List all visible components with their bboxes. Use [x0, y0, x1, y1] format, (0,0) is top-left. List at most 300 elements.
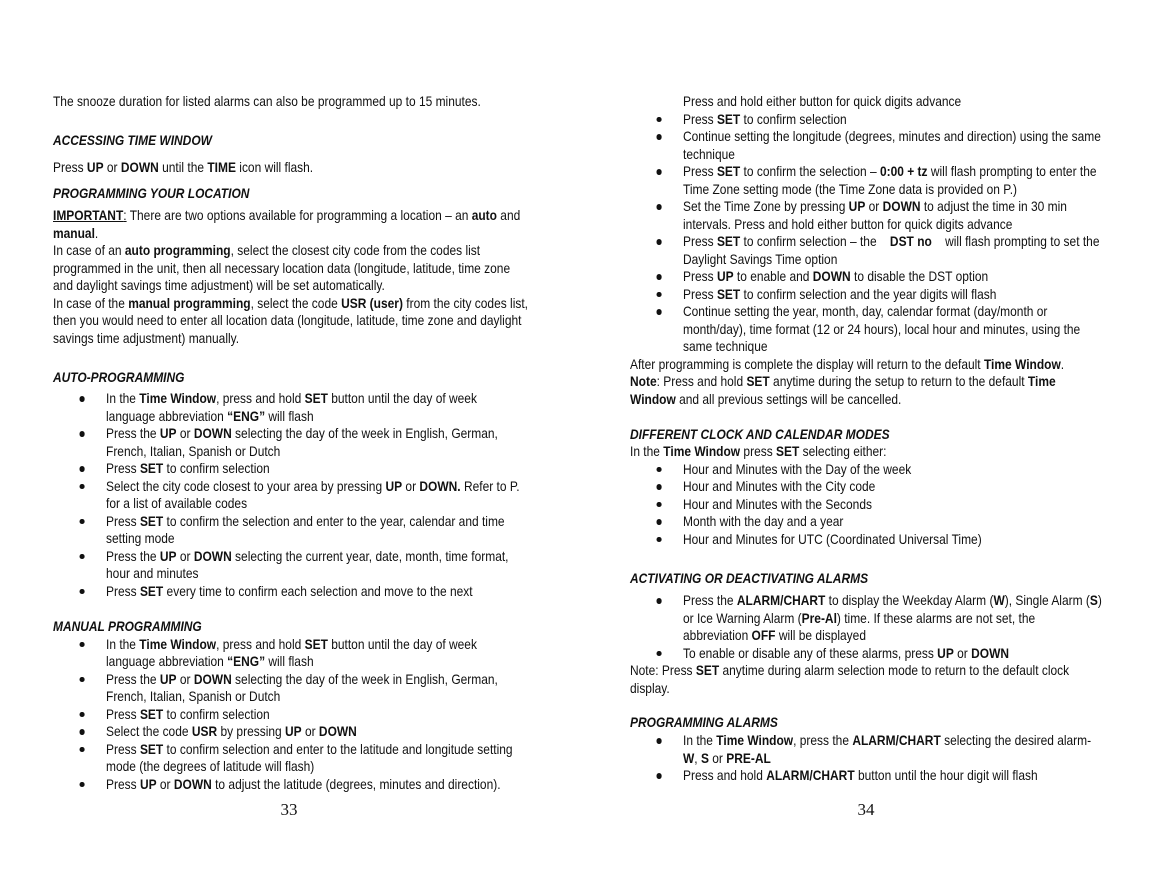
text-line [106, 425, 553, 443]
text-run: month/day), time format (12 or 24 hours), local hour and minutes, using the [683, 320, 1081, 337]
bullet-icon [80, 554, 85, 560]
bold-text: UP [848, 198, 866, 214]
bold-text: SET [304, 635, 328, 652]
bullet-icon [657, 738, 662, 744]
text-run: . [94, 224, 99, 241]
bullet-icon [657, 239, 662, 245]
text-run: or [103, 159, 121, 175]
text-line [683, 592, 1130, 610]
bold-text: IMPORTANT [53, 207, 124, 223]
bullet-list [630, 592, 1130, 662]
text-run: or Ice Warning Alarm ( [683, 609, 802, 626]
bold-text: SET [716, 285, 741, 302]
bold-text: manual [53, 224, 95, 241]
text-run: or [708, 749, 727, 766]
bold-text: SET [139, 740, 164, 757]
text-line [683, 163, 1130, 181]
bold-text: SET [716, 163, 741, 179]
bold-text: UP [284, 723, 302, 739]
bullet-list [630, 461, 1130, 549]
text-run: savings time adjustment) manually. [53, 329, 240, 346]
bullet-icon [657, 292, 662, 298]
text-run: Hour and Minutes with the Seconds [683, 495, 872, 512]
bold-text: UP [385, 477, 403, 494]
text-run: : [123, 207, 127, 223]
text-line [683, 251, 1130, 269]
text-run: or [156, 775, 174, 792]
text-run: To enable or disable any of these alarms, press [683, 644, 938, 661]
bullet-icon [657, 467, 662, 473]
text-line [106, 636, 553, 654]
text-run: selecting the desired alarm- [940, 732, 1092, 748]
paragraph [53, 242, 553, 295]
text-line [106, 671, 553, 689]
section-heading: PROGRAMMING ALARMS [630, 714, 778, 730]
text-run: or [953, 644, 972, 661]
paragraph [630, 443, 1130, 461]
text-run: until the [158, 159, 208, 175]
text-run: , [694, 749, 701, 766]
list-item [630, 128, 1130, 163]
bold-text: UP [716, 268, 734, 284]
text-run: to enable and [733, 268, 813, 284]
bullet-icon [80, 431, 85, 437]
bullet-list [630, 93, 1130, 356]
bold-text: TIME [207, 159, 236, 175]
list-item [630, 592, 1130, 645]
bold-text: auto programming [124, 242, 231, 258]
list-item [53, 706, 553, 724]
bullet-icon [657, 204, 662, 210]
list-item [53, 513, 553, 548]
bold-text: DOWN [173, 775, 212, 792]
text-line [683, 286, 1130, 304]
text-line [106, 478, 553, 496]
text-run: anytime during the setup to return to the default [769, 373, 1028, 389]
text-run: selecting the current year, date, month, time format, [231, 547, 509, 564]
text-run: In case of the [53, 294, 129, 311]
bullet-icon [657, 773, 662, 779]
text-line [683, 198, 1130, 216]
text-run: will flash prompting to enter the [927, 163, 1097, 179]
text-line [106, 513, 553, 531]
text-line [53, 312, 553, 330]
bold-text: DST no [889, 233, 932, 249]
text-run: to confirm the selection – [740, 163, 880, 179]
section-heading: ACCESSING TIME WINDOW [53, 132, 212, 148]
text-line [630, 680, 1130, 698]
text-run: Time Zone setting mode (the Time Zone data is provided on P.) [683, 180, 1018, 197]
text-run: Press [683, 163, 717, 179]
text-run: button until the day of week [327, 635, 477, 652]
text-run: ), Single Alarm ( [1004, 592, 1090, 608]
text-run: Press [106, 705, 140, 722]
text-line [683, 645, 1130, 663]
list-item [630, 767, 1130, 785]
bold-text: SET [716, 233, 741, 249]
text-line [630, 373, 1130, 391]
list-item [630, 93, 1130, 111]
text-run: will flash [265, 653, 314, 669]
list-item [630, 461, 1130, 479]
bullet-icon [80, 782, 85, 788]
bold-text: DOWN [120, 159, 159, 175]
text-run: language abbreviation [106, 407, 228, 424]
text-line [683, 461, 1130, 479]
list-item [630, 513, 1130, 531]
bullet-icon [80, 396, 85, 402]
text-run: Press the [106, 670, 160, 687]
text-run: , press and hold [216, 390, 305, 406]
bold-text: PRE-AL [726, 749, 771, 766]
text-line [683, 610, 1130, 628]
text-run: In the [106, 635, 140, 652]
bold-text: ALARM/CHART [852, 732, 941, 748]
text-run: then you would need to enter all location data (longitude, latitude, time zone and daylight [53, 312, 522, 328]
bold-text: SET [139, 460, 164, 476]
text-run: abbreviation [683, 627, 752, 643]
text-run: Press [683, 285, 717, 302]
bullet-icon [80, 677, 85, 683]
text-run: and [496, 207, 521, 223]
text-line [53, 225, 553, 243]
text-run: technique [683, 145, 735, 162]
text-line [683, 146, 1130, 164]
bold-text: Pre-Al [801, 609, 837, 626]
bullet-icon [80, 729, 85, 735]
bold-text: UP [139, 775, 157, 792]
text-run: or [176, 425, 194, 441]
bold-text: USR [191, 723, 218, 739]
text-run: The snooze duration for listed alarms can also be programmed up to 15 minutes. [53, 93, 481, 109]
bullet-list [53, 636, 553, 794]
list-item [630, 732, 1130, 767]
paragraph [53, 295, 553, 348]
bold-text: ALARM/CHART [766, 767, 855, 783]
bold-text: DOWN [812, 268, 851, 284]
bold-text: DOWN [193, 425, 232, 441]
list-item [53, 583, 553, 601]
text-line [683, 531, 1130, 549]
bold-text: UP [159, 425, 177, 441]
bold-text: manual programming [128, 294, 251, 311]
text-line [106, 758, 553, 776]
text-run: : Press and hold [656, 373, 747, 389]
section-heading-block [630, 714, 1130, 732]
text-run: hour and minutes [106, 565, 199, 581]
text-run: Press and hold [683, 767, 767, 783]
text-run: setting mode [106, 530, 175, 546]
text-line [630, 356, 1130, 374]
section-heading-block [53, 132, 553, 150]
section-heading-block [53, 185, 553, 203]
text-run: or [176, 547, 194, 564]
text-run: button until the hour digit will flash [854, 767, 1038, 783]
bullet-icon [80, 466, 85, 472]
text-run: or [301, 723, 319, 739]
text-line [683, 111, 1130, 129]
text-run: to confirm selection [740, 110, 847, 127]
bullet-icon [657, 117, 662, 123]
text-run: In the [683, 732, 717, 748]
text-run: Continue setting the longitude (degrees, minutes and direction) using the same [683, 128, 1101, 144]
text-line [683, 627, 1130, 645]
text-line [683, 478, 1130, 496]
text-run: In the [630, 443, 664, 459]
list-item [53, 776, 553, 794]
bullet-icon [80, 484, 85, 490]
text-run: to confirm selection – the [740, 233, 890, 249]
bold-text: SET [304, 390, 328, 406]
text-run: Select the code [106, 723, 192, 739]
text-run: . [1060, 355, 1065, 372]
text-run: language abbreviation [106, 653, 228, 669]
paragraph [53, 93, 553, 111]
text-line [53, 93, 553, 111]
bold-text: UP [86, 159, 104, 175]
bullet-icon [657, 484, 662, 490]
text-run: for a list of available codes [106, 495, 248, 511]
bold-text: DOWN [971, 644, 1010, 661]
bullet-icon [80, 712, 85, 718]
text-line [106, 548, 553, 566]
bold-text: ALARM/CHART [736, 592, 826, 608]
page-34-column [630, 93, 1130, 785]
text-line [106, 583, 553, 601]
list-item [630, 268, 1130, 286]
text-run: Press [53, 159, 87, 175]
text-line [683, 732, 1130, 750]
list-item [53, 478, 553, 513]
text-run: to disable the DST option [850, 268, 989, 284]
section-heading: ACTIVATING OR DEACTIVATING ALARMS [630, 569, 869, 586]
bold-text: OFF [751, 627, 776, 643]
section-heading-block [53, 618, 553, 636]
bullet-icon [80, 747, 85, 753]
text-line [106, 565, 553, 583]
text-line [106, 688, 553, 706]
text-run: Press [683, 110, 717, 127]
bold-text: DOWN [318, 723, 357, 739]
text-run: press [740, 443, 777, 459]
bold-text: Time Window [716, 732, 794, 748]
page-33-column [53, 93, 553, 793]
text-run: from the city codes list, [402, 294, 529, 311]
list-item [53, 548, 553, 583]
paragraph [630, 662, 1130, 697]
text-line [106, 706, 553, 724]
text-line [683, 303, 1130, 321]
text-run: After programming is complete the display will return to the default [630, 355, 984, 372]
list-item [630, 233, 1130, 268]
text-line [53, 277, 553, 295]
text-run: will flash [265, 407, 314, 424]
text-line [683, 321, 1130, 339]
bold-text: Time Window [663, 443, 741, 459]
bullet-list [630, 732, 1130, 785]
text-run: Note: Press [630, 662, 696, 678]
bold-text: Time Window [139, 390, 217, 406]
text-line [106, 443, 553, 461]
text-run: to confirm selection and the year digits will flash [740, 285, 997, 302]
bold-text: W [683, 749, 695, 766]
list-item [53, 390, 553, 425]
text-run: Press [106, 582, 140, 599]
text-line [106, 723, 553, 741]
bold-text: “ENG” [227, 407, 266, 424]
bullet-icon [80, 642, 85, 648]
bold-text: DOWN [193, 670, 232, 687]
text-run: to confirm selection [163, 460, 270, 476]
text-run: anytime during alarm selection mode to return to the default clock [719, 662, 1070, 678]
bold-text: SET [695, 662, 720, 678]
bullet-icon [657, 169, 662, 175]
text-run: Month with the day and a year [683, 513, 844, 529]
text-run: button until the day of week [327, 390, 477, 406]
text-run: Hour and Minutes with the City code [683, 478, 876, 494]
bullet-icon [80, 589, 85, 595]
bold-text: auto [471, 207, 497, 223]
text-line [53, 295, 553, 313]
text-run: and daylight savings time adjustment) will be set automatically. [53, 277, 385, 293]
bold-text: SET [139, 582, 164, 599]
bullet-icon [657, 519, 662, 525]
text-line [106, 530, 553, 548]
text-run: ) time. If these alarms are not set, the [836, 609, 1036, 626]
text-line [683, 93, 1130, 111]
text-run: will be displayed [775, 627, 866, 643]
text-run: Press and hold either button for quick digits advance [683, 93, 962, 109]
text-run: or [402, 477, 420, 494]
bullet-icon [657, 134, 662, 140]
text-run: by pressing [217, 723, 285, 739]
text-line [53, 159, 553, 177]
text-line [53, 242, 553, 260]
bullet-icon [657, 309, 662, 315]
text-run: display. [630, 679, 670, 696]
text-run: Daylight Savings Time option [683, 250, 838, 267]
text-line [630, 443, 1130, 461]
text-run: Hour and Minutes with the Day of the week [683, 460, 912, 477]
section-heading-block [53, 369, 553, 387]
list-item [630, 478, 1130, 496]
bullet-icon [657, 502, 662, 508]
text-line [106, 653, 553, 671]
section-heading: MANUAL PROGRAMMING [53, 618, 202, 634]
text-line [53, 330, 553, 348]
text-run: same technique [683, 338, 768, 354]
text-run: In case of an [53, 242, 125, 258]
text-run: programmed in the unit, then all necessary location data (longitude, latitude, time zone [53, 259, 511, 276]
text-run: Press [683, 268, 717, 284]
list-item [630, 496, 1130, 514]
section-heading: DIFFERENT CLOCK AND CALENDAR MODES [630, 425, 890, 442]
bold-text: SET [139, 705, 164, 722]
text-run: Refer to P. [460, 477, 520, 494]
text-line [630, 391, 1130, 409]
text-line [683, 338, 1130, 356]
list-item [53, 636, 553, 671]
bold-text: “ENG” [227, 653, 266, 669]
text-run: French, Italian, Spanish or Dutch [106, 688, 281, 704]
text-run: Press [683, 233, 717, 249]
text-line [106, 776, 553, 794]
bold-text: SET [776, 443, 800, 459]
bold-text: Note [630, 373, 657, 389]
text-run: ) [1097, 592, 1102, 608]
text-run: selecting the day of the week in English, German, [231, 425, 498, 441]
section-heading-block [630, 426, 1130, 444]
bold-text: S [700, 749, 709, 766]
list-item [53, 425, 553, 460]
text-run: or [865, 198, 883, 214]
text-run: to confirm the selection and enter to the year, calendar and time [163, 512, 505, 529]
list-item [630, 645, 1130, 663]
text-line [683, 216, 1130, 234]
text-line [683, 767, 1130, 785]
list-item [630, 531, 1130, 549]
text-run: Press [106, 460, 140, 476]
bold-text: SET [746, 373, 770, 389]
text-line [630, 662, 1130, 680]
text-run: selecting either: [799, 443, 887, 459]
bold-text: W [993, 592, 1005, 608]
text-run: or [176, 670, 194, 687]
text-line [683, 181, 1130, 199]
text-run: There are two options available for programming a location – an [126, 207, 472, 223]
text-run: , press the [793, 732, 853, 748]
text-run: to confirm selection and enter to the latitude and longitude setting [163, 740, 513, 757]
text-line [106, 495, 553, 513]
text-run: Press [106, 775, 140, 792]
list-item [53, 723, 553, 741]
text-line [106, 390, 553, 408]
paragraph [53, 159, 553, 177]
list-item [630, 303, 1130, 356]
text-run: , press and hold [216, 635, 305, 652]
bold-text: UP [937, 644, 954, 661]
text-run: icon will flash. [235, 159, 314, 175]
text-run: , select the closest city code from the codes list [230, 242, 481, 258]
text-run: to adjust the latitude (degrees, minutes and direction). [211, 775, 501, 792]
bullet-list [53, 390, 553, 600]
bullet-icon [80, 519, 85, 525]
text-run: to display the Weekday Alarm ( [825, 592, 994, 608]
page-number: 34 [857, 800, 875, 819]
text-run: Press [106, 740, 140, 757]
list-item [53, 460, 553, 478]
text-line [53, 207, 553, 225]
text-run: mode (the degrees of latitude will flash) [106, 758, 315, 774]
text-line [53, 260, 553, 278]
list-item [53, 671, 553, 706]
text-run: Press the [683, 592, 737, 608]
bold-text: 0:00 + tz [879, 163, 928, 179]
text-line [106, 408, 553, 426]
text-line [683, 233, 1130, 251]
section-heading: AUTO-PROGRAMMING [53, 369, 185, 385]
bold-text: Time [1027, 373, 1056, 389]
text-run: In the [106, 390, 140, 406]
paragraph [630, 356, 1130, 374]
bold-text: Time Window [139, 635, 217, 652]
text-run: and all previous settings will be cancelled. [675, 390, 902, 407]
bold-text: Window [630, 390, 676, 407]
bold-text: UP [159, 670, 177, 687]
bullet-icon [657, 598, 662, 604]
bold-text: DOWN [882, 198, 921, 214]
text-run: to confirm selection [163, 705, 270, 722]
